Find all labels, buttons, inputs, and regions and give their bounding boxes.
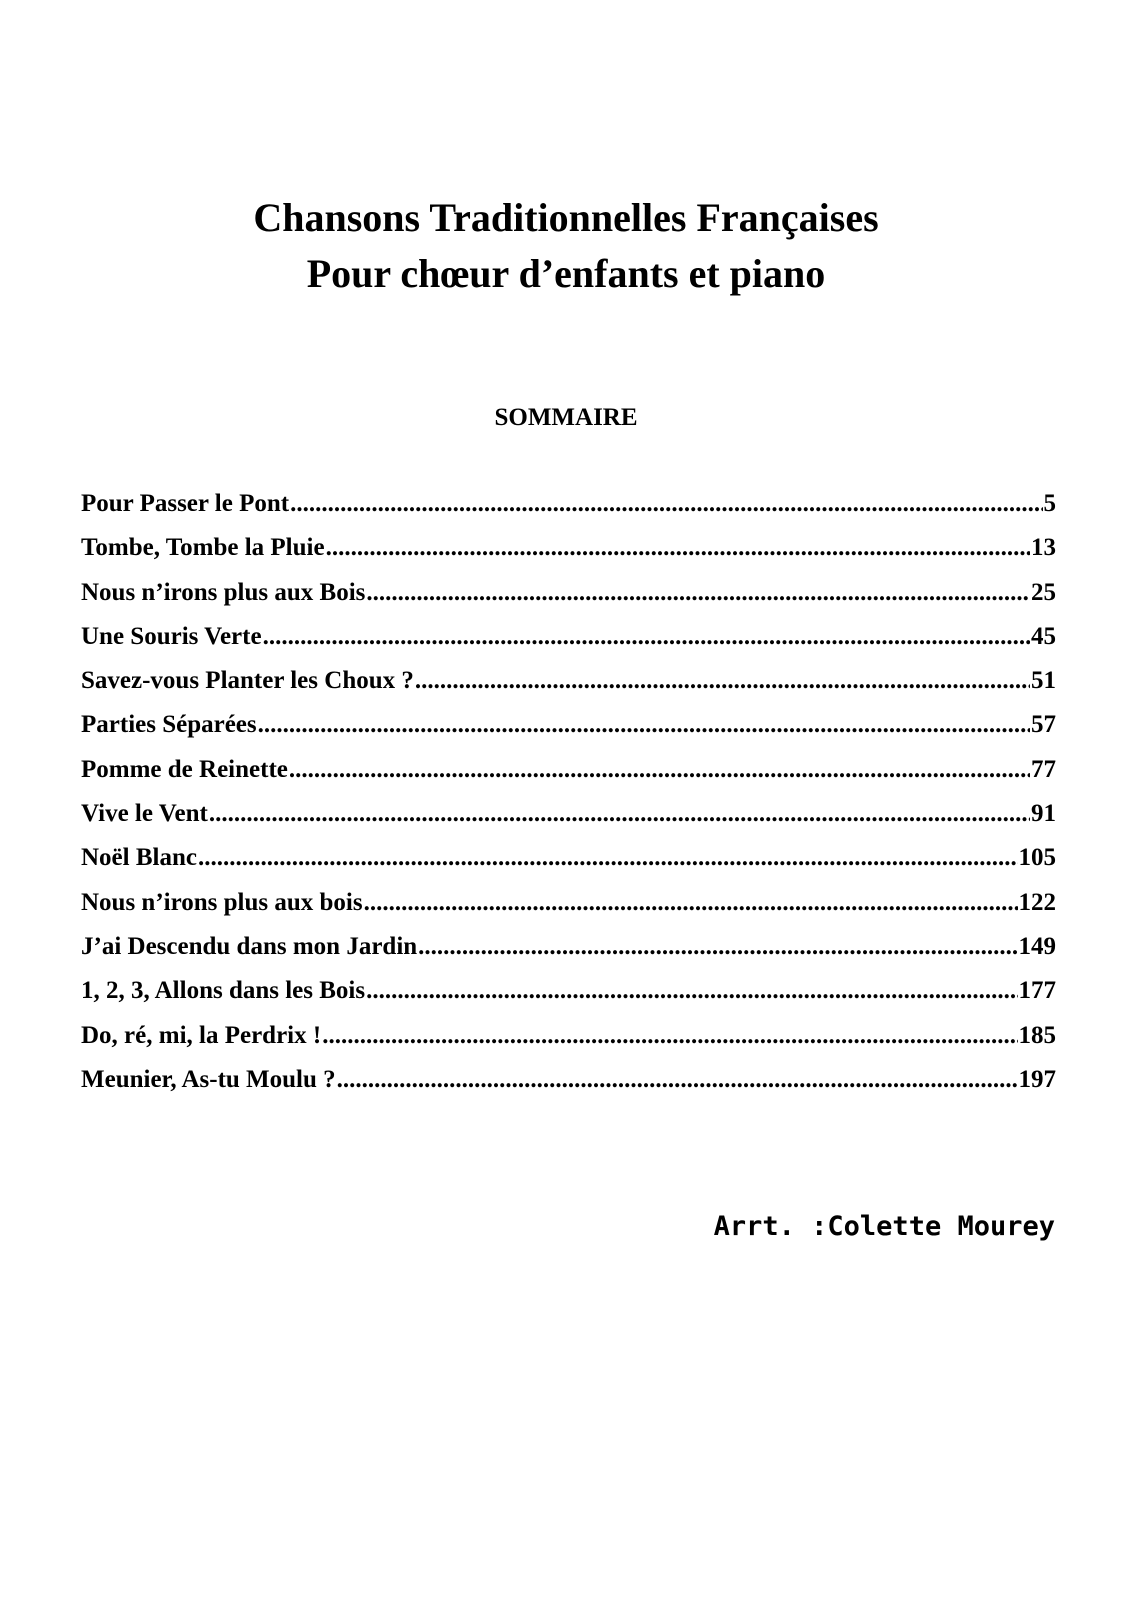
- toc-entry-title: J’ai Descendu dans mon Jardin: [81, 932, 418, 960]
- toc-entry-title: Pomme de Reinette: [81, 755, 288, 783]
- toc-entry-title: Nous n’irons plus aux Bois: [81, 578, 366, 606]
- toc-entry-page: 57: [1031, 711, 1056, 739]
- toc-entry: [81, 531, 1056, 575]
- toc-entry-page: 91: [1031, 800, 1056, 828]
- toc-dot-leader: [366, 576, 1030, 610]
- toc-entry-page: 25: [1031, 578, 1056, 606]
- toc-entry-title: Tombe, Tombe la Pluie: [81, 534, 325, 562]
- toc-dot-leader: [364, 886, 1018, 920]
- toc-entry-page: 13: [1031, 534, 1056, 562]
- arranger-credit: Arrt. :Colette Mourey: [713, 1211, 1055, 1242]
- toc-entry: [81, 708, 1056, 752]
- toc-entry-page: 149: [1018, 932, 1056, 960]
- toc-entry-title: Pour Passer le Pont: [81, 490, 290, 517]
- toc-entry-page: 5: [1043, 490, 1056, 517]
- toc-dot-leader: [198, 841, 1018, 875]
- toc-dot-leader: [415, 664, 1030, 698]
- toc-entry-page: 77: [1031, 755, 1056, 783]
- toc-entry-page: 197: [1018, 1065, 1056, 1093]
- title-line-2: Pour chœur d’enfants et piano: [306, 251, 826, 296]
- toc-entry: [81, 753, 1056, 797]
- toc-entry: [81, 487, 1056, 531]
- toc-dot-leader: [289, 753, 1030, 787]
- toc-dot-leader: [366, 974, 1017, 1008]
- toc-entry-title: Nous n’irons plus aux bois: [81, 888, 363, 916]
- toc-entry-title: Do, ré, mi, la Perdrix !: [81, 1021, 322, 1049]
- toc-heading: SOMMAIRE: [494, 404, 638, 431]
- toc-entry: [81, 797, 1056, 841]
- toc-entry: [81, 930, 1056, 974]
- toc-entry: [81, 841, 1056, 885]
- toc-dot-leader: [322, 1019, 1017, 1053]
- title-line-1: Chansons Traditionnelles Françaises: [253, 195, 879, 240]
- toc-entry-title: Meunier, As-tu Moulu ?: [81, 1065, 336, 1093]
- toc-dot-leader: [290, 487, 1042, 521]
- toc-entry: [81, 1063, 1056, 1107]
- toc-entry-page: 45: [1031, 622, 1056, 650]
- toc-entry-page: 51: [1031, 667, 1056, 695]
- toc-entry-title: Savez-vous Planter les Choux ?: [81, 667, 414, 695]
- toc-entry-title: Parties Séparées: [81, 711, 257, 739]
- table-of-contents: [81, 487, 1056, 1107]
- toc-entry: [81, 576, 1056, 620]
- toc-entry-page: 105: [1018, 844, 1056, 872]
- toc-dot-leader: [263, 620, 1030, 654]
- toc-entry-title: Une Souris Verte: [81, 622, 262, 650]
- toc-entry-title: Vive le Vent: [81, 800, 208, 828]
- toc-entry: [81, 974, 1056, 1018]
- toc-entry-title: 1, 2, 3, Allons dans les Bois: [81, 977, 366, 1005]
- toc-entry-title: Noël Blanc: [81, 844, 197, 872]
- toc-entry-page: 177: [1018, 977, 1056, 1005]
- toc-dot-leader: [209, 797, 1030, 831]
- toc-entry: [81, 620, 1056, 664]
- toc-entry-page: 185: [1018, 1021, 1056, 1049]
- toc-dot-leader: [326, 531, 1030, 565]
- document-title: [0, 190, 1132, 302]
- toc-dot-leader: [258, 708, 1030, 742]
- toc-entry-page: 122: [1018, 888, 1056, 916]
- toc-entry: [81, 1019, 1056, 1063]
- toc-entry: [81, 664, 1056, 708]
- toc-dot-leader: [418, 930, 1017, 964]
- toc-entry: [81, 886, 1056, 930]
- toc-dot-leader: [337, 1063, 1018, 1097]
